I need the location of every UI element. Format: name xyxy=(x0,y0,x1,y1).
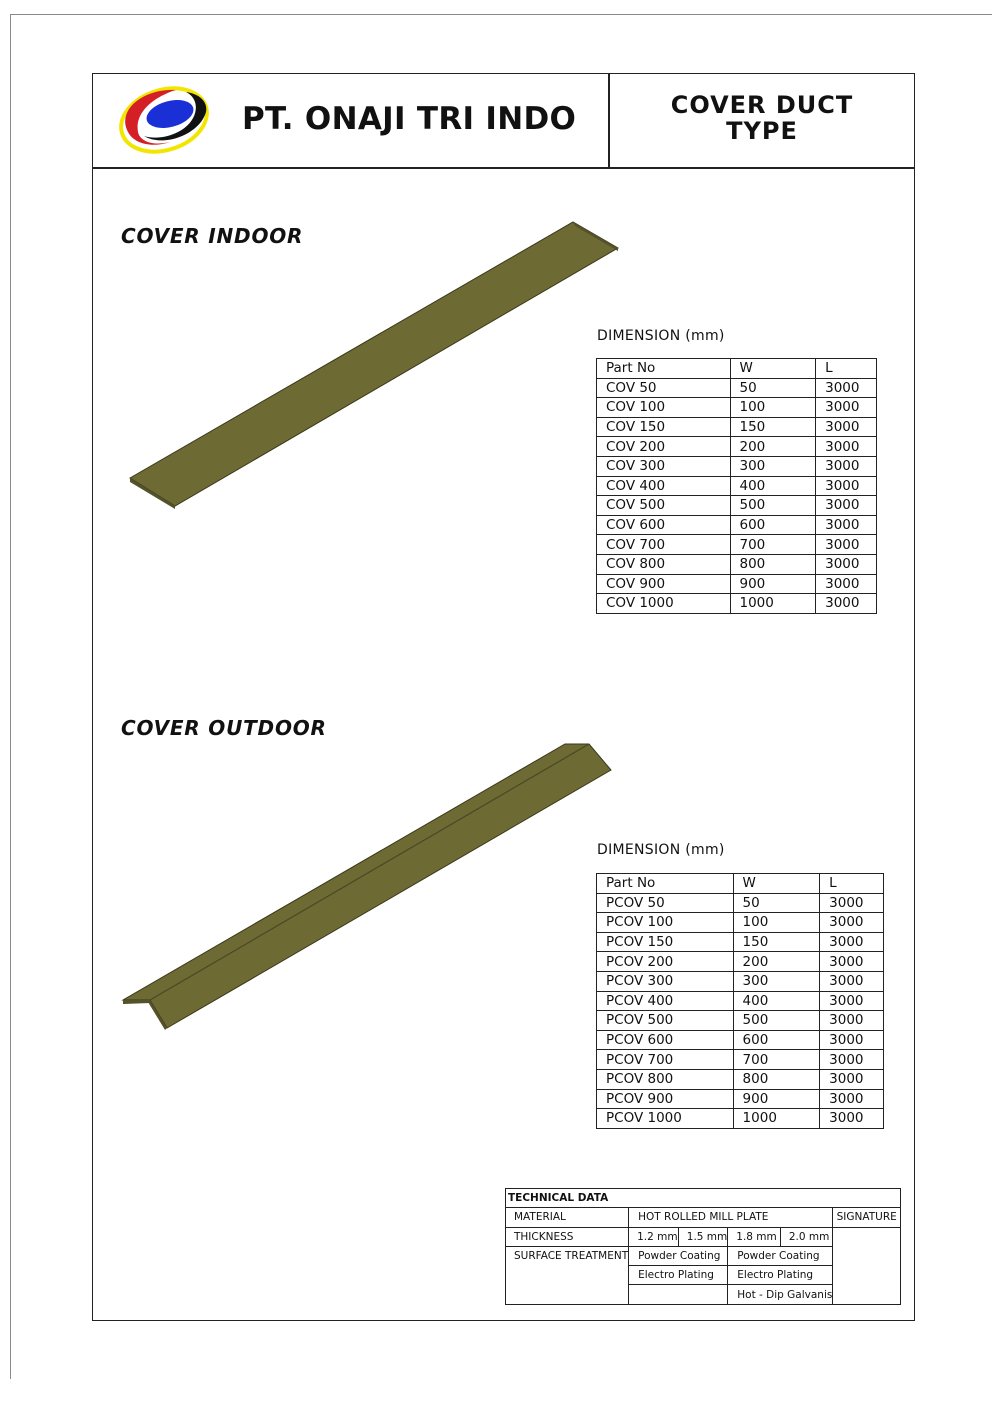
material-value: HOT ROLLED MILL PLATE xyxy=(629,1208,833,1227)
table-cell: COV 900 xyxy=(597,574,731,594)
table-cell: 3000 xyxy=(820,932,884,952)
table-cell: 3000 xyxy=(816,398,877,418)
table-cell: 3000 xyxy=(816,574,877,594)
column-header: L xyxy=(816,359,877,379)
table-row xyxy=(597,1069,884,1089)
table-cell: 600 xyxy=(730,515,816,535)
table-cell: 50 xyxy=(730,378,816,398)
table-cell: 700 xyxy=(730,535,816,555)
table-cell: 3000 xyxy=(816,476,877,496)
table-row xyxy=(597,594,877,614)
indoor-cover-plate xyxy=(130,222,618,506)
table-row xyxy=(597,437,877,457)
table-row xyxy=(597,378,877,398)
table-cell: 3000 xyxy=(820,1109,884,1129)
section-title-indoor: COVER INDOOR xyxy=(121,224,304,248)
table-cell: PCOV 400 xyxy=(597,991,734,1011)
technical-data-title: TECHNICAL DATA xyxy=(506,1189,901,1208)
table-cell: 3000 xyxy=(820,971,884,991)
table-cell: COV 150 xyxy=(597,417,731,437)
surface-treatment-option xyxy=(629,1285,728,1304)
outdoor-cover-ridge xyxy=(150,744,589,1000)
table-cell: 3000 xyxy=(820,913,884,933)
table-cell: PCOV 300 xyxy=(597,971,734,991)
table-cell: 3000 xyxy=(816,554,877,574)
table-cell: 3000 xyxy=(820,1089,884,1109)
table-cell: 150 xyxy=(730,417,816,437)
table-cell: 400 xyxy=(730,476,816,496)
table-cell: COV 400 xyxy=(597,476,731,496)
table-cell: PCOV 150 xyxy=(597,932,734,952)
surface-treatment-option: Powder Coating xyxy=(728,1246,833,1265)
surface-treatment-label: SURFACE TREATMENT xyxy=(506,1246,629,1304)
table-cell: PCOV 700 xyxy=(597,1050,734,1070)
table-cell: 700 xyxy=(733,1050,820,1070)
table-cell: COV 1000 xyxy=(597,594,731,614)
table-cell: PCOV 50 xyxy=(597,893,734,913)
table-cell: 50 xyxy=(733,893,820,913)
table-cell: 3000 xyxy=(816,378,877,398)
table-cell: PCOV 1000 xyxy=(597,1109,734,1129)
table-row xyxy=(597,456,877,476)
table-cell: 3000 xyxy=(816,496,877,516)
table-cell: 3000 xyxy=(820,1030,884,1050)
table-cell: COV 300 xyxy=(597,456,731,476)
table-cell: 3000 xyxy=(816,456,877,476)
signature-box xyxy=(833,1227,901,1304)
table-cell: COV 50 xyxy=(597,378,731,398)
cover-outdoor-illustration xyxy=(115,736,625,1036)
table-cell: 300 xyxy=(730,456,816,476)
page-edge-left xyxy=(10,14,11,1379)
table-cell: PCOV 200 xyxy=(597,952,734,972)
surface-treatment-option: Hot - Dip Galvanis xyxy=(728,1285,833,1304)
company-logo-icon xyxy=(114,82,214,154)
table-cell: PCOV 500 xyxy=(597,1011,734,1031)
table-cell: COV 700 xyxy=(597,535,731,555)
table-cell: PCOV 800 xyxy=(597,1069,734,1089)
thickness-value: 1.5 mm xyxy=(678,1227,728,1246)
table-row xyxy=(597,476,877,496)
table-cell: 150 xyxy=(733,932,820,952)
table-cell: 3000 xyxy=(820,1069,884,1089)
table-cell: COV 800 xyxy=(597,554,731,574)
outdoor-cover-edge-left xyxy=(123,1000,150,1004)
table-row xyxy=(597,893,884,913)
thickness-value: 2.0 mm xyxy=(780,1227,833,1246)
thickness-value: 1.2 mm xyxy=(629,1227,679,1246)
table-cell: 900 xyxy=(733,1089,820,1109)
material-label: MATERIAL xyxy=(506,1208,629,1227)
table-cell: 200 xyxy=(733,952,820,972)
table-cell: 300 xyxy=(733,971,820,991)
table-row xyxy=(597,554,877,574)
table-row xyxy=(597,1011,884,1031)
table-cell: COV 600 xyxy=(597,515,731,535)
surface-treatment-option: Electro Plating xyxy=(629,1266,728,1285)
table-row xyxy=(597,1030,884,1050)
document-title xyxy=(612,92,912,144)
table-row xyxy=(597,417,877,437)
table-cell: COV 500 xyxy=(597,496,731,516)
column-header: W xyxy=(730,359,816,379)
table-header-row xyxy=(597,874,884,894)
table-header-row xyxy=(597,359,877,379)
document-title-line1: COVER DUCT xyxy=(670,91,854,119)
column-header: Part No xyxy=(597,359,731,379)
table-cell: 100 xyxy=(733,913,820,933)
table-row xyxy=(597,574,877,594)
table-cell: COV 100 xyxy=(597,398,731,418)
table-cell: 3000 xyxy=(820,991,884,1011)
table-cell: 1000 xyxy=(730,594,816,614)
column-header: L xyxy=(820,874,884,894)
company-name: PT. ONAJI TRI INDO xyxy=(242,101,577,137)
table-row xyxy=(597,932,884,952)
table-cell: 3000 xyxy=(820,1011,884,1031)
table-cell: 1000 xyxy=(733,1109,820,1129)
table-cell: PCOV 600 xyxy=(597,1030,734,1050)
table-cell: 200 xyxy=(730,437,816,457)
page-edge-top xyxy=(10,14,992,15)
table-cell: 3000 xyxy=(820,893,884,913)
table-cell: 3000 xyxy=(820,952,884,972)
surface-treatment-option: Electro Plating xyxy=(728,1266,833,1285)
thickness-label: THICKNESS xyxy=(506,1227,629,1246)
table-row xyxy=(597,913,884,933)
table-cell: COV 200 xyxy=(597,437,731,457)
surface-treatment-option: Powder Coating xyxy=(629,1246,728,1265)
table-row xyxy=(597,1050,884,1070)
column-header: Part No xyxy=(597,874,734,894)
table-cell: PCOV 100 xyxy=(597,913,734,933)
dimension-table-indoor xyxy=(596,358,877,614)
table-cell: 3000 xyxy=(816,515,877,535)
column-header: W xyxy=(733,874,820,894)
table-row xyxy=(597,991,884,1011)
dimension-label-indoor: DIMENSION (mm) xyxy=(597,328,725,344)
table-cell: 800 xyxy=(733,1069,820,1089)
section-title-outdoor: COVER OUTDOOR xyxy=(121,716,327,740)
table-cell: 600 xyxy=(733,1030,820,1050)
table-row xyxy=(597,515,877,535)
table-cell: 3000 xyxy=(816,417,877,437)
table-row xyxy=(597,1089,884,1109)
table-cell: 100 xyxy=(730,398,816,418)
table-row xyxy=(597,952,884,972)
document-title-line2: TYPE xyxy=(726,117,798,145)
table-cell: 500 xyxy=(730,496,816,516)
technical-data-table xyxy=(505,1188,901,1305)
table-cell: 400 xyxy=(733,991,820,1011)
dimension-table-outdoor xyxy=(596,873,884,1129)
table-cell: PCOV 900 xyxy=(597,1089,734,1109)
table-row xyxy=(597,398,877,418)
table-cell: 3000 xyxy=(820,1050,884,1070)
table-row xyxy=(597,971,884,991)
table-cell: 3000 xyxy=(816,594,877,614)
dimension-label-outdoor: DIMENSION (mm) xyxy=(597,842,725,858)
table-row xyxy=(597,1109,884,1129)
outdoor-cover-plate xyxy=(123,744,611,1028)
table-cell: 800 xyxy=(730,554,816,574)
table-cell: 900 xyxy=(730,574,816,594)
header-divider xyxy=(608,73,610,167)
table-cell: 500 xyxy=(733,1011,820,1031)
table-cell: 3000 xyxy=(816,535,877,555)
thickness-value: 1.8 mm xyxy=(728,1227,781,1246)
table-row xyxy=(597,496,877,516)
cover-indoor-illustration xyxy=(120,215,630,515)
signature-label: SIGNATURE xyxy=(833,1208,901,1227)
table-row xyxy=(597,535,877,555)
table-cell: 3000 xyxy=(816,437,877,457)
